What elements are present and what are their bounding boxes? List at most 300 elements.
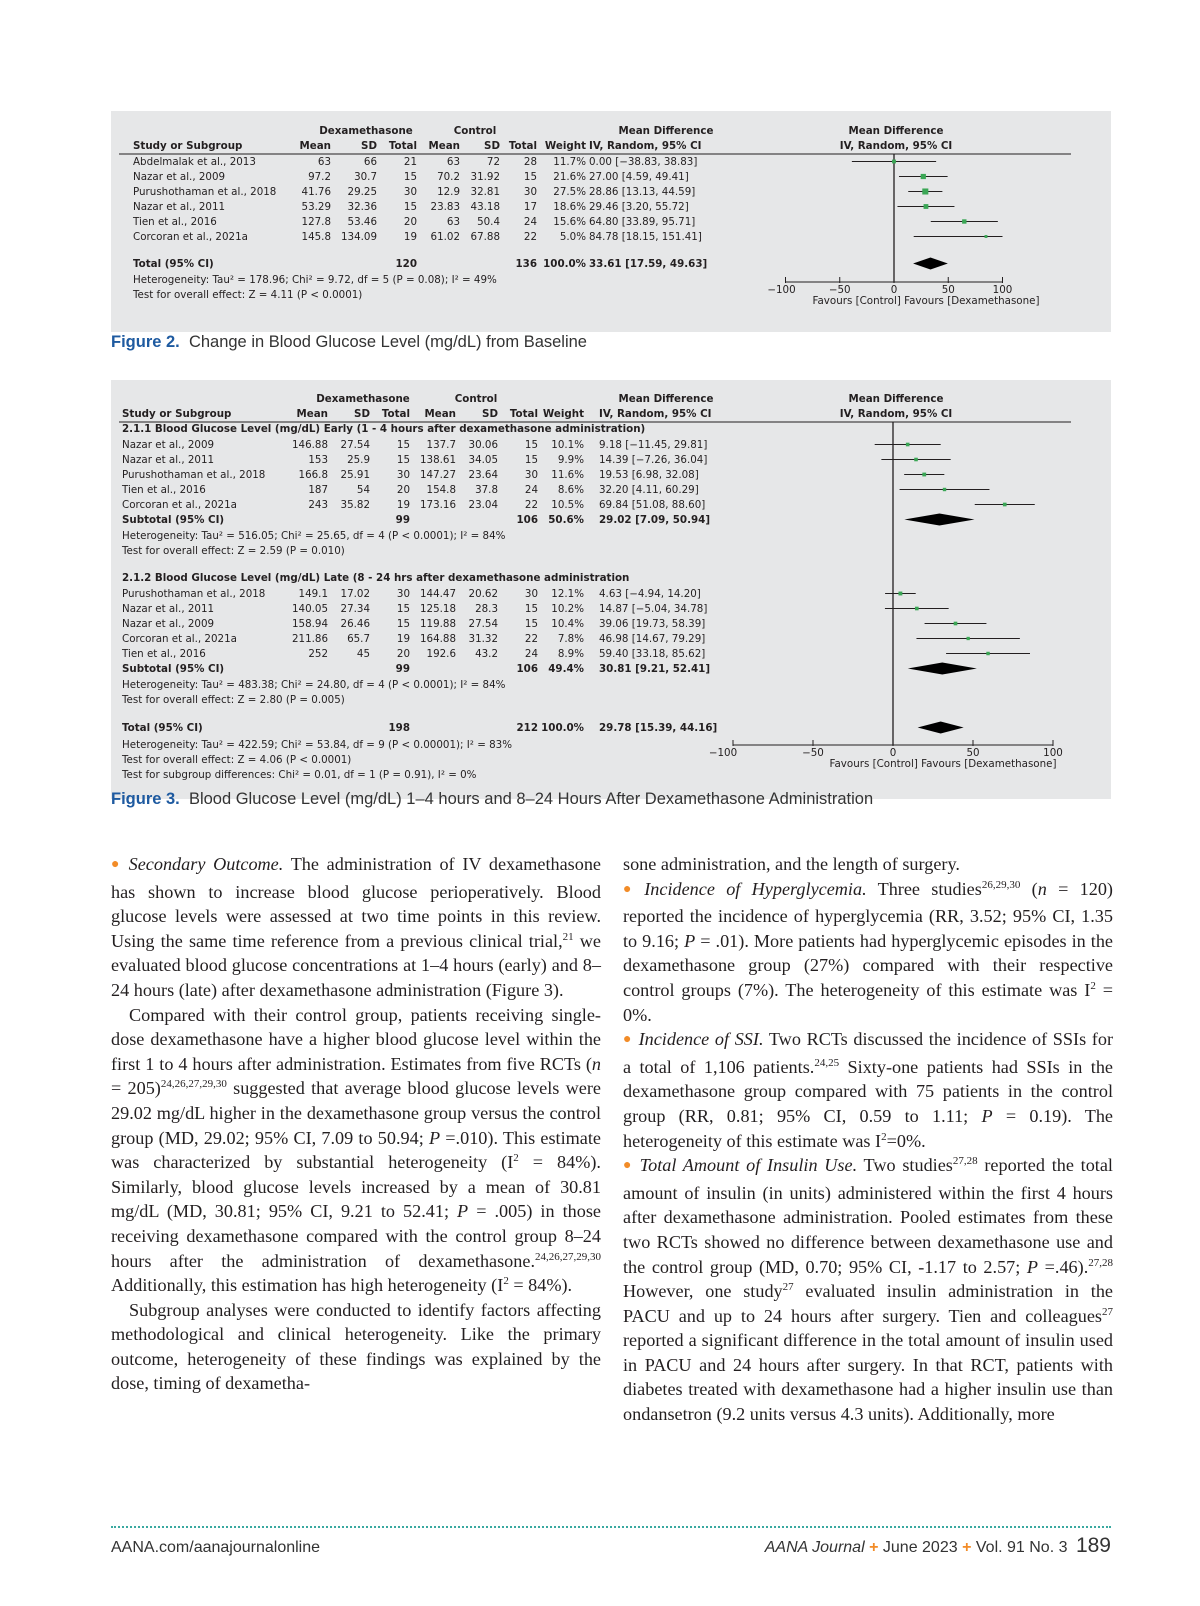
text-run: Compared with their control group, patients receiving single-dose dexamethasone have a higher blood glucose level within the first 1 to 4 hours after administration. Estimates from five RCTs ( [111, 1004, 601, 1074]
study-value: 137.7 [426, 439, 456, 451]
citation: 27 [1102, 1305, 1113, 1318]
study-value: 43.18 [470, 201, 500, 213]
study-value: 19 [396, 499, 410, 511]
study-value: 7.8% [557, 633, 584, 645]
summary-ci: 33.61 [17.59, 49.63] [589, 258, 708, 270]
text-run: = 0%. [623, 979, 1113, 1025]
study-value: 15 [523, 171, 537, 183]
study-value: 45 [356, 648, 370, 660]
study-value: 15 [403, 171, 417, 183]
bullet-icon: ● [623, 881, 639, 897]
study-ci: 4.63 [−4.94, 14.20] [599, 588, 701, 600]
effect-marker [986, 652, 989, 655]
study-value: 15 [524, 454, 538, 466]
study-value: 147.27 [419, 469, 456, 481]
study-value: 53.46 [347, 216, 377, 228]
header-dexamethasone: Dexamethasone [316, 393, 410, 405]
study-value: 67.88 [470, 231, 500, 243]
effect-marker [906, 443, 910, 447]
study-ci: 0.00 [−38.83, 38.83] [589, 156, 698, 168]
summary-total-dex: 198 [388, 722, 410, 734]
paragraph-continuation: sone administration, and the length of surgery. [623, 854, 960, 874]
study-ci: 29.46 [3.20, 55.72] [589, 201, 689, 213]
study-name: Abdelmalak et al., 2013 [133, 156, 256, 168]
run-in-head: Total Amount of Insulin Use. [639, 1155, 858, 1176]
summary-label: Subtotal (95% CI) [122, 514, 225, 526]
study-value: 243 [308, 499, 328, 511]
study-value: 65.7 [347, 633, 370, 645]
total-heterogeneity: Heterogeneity: Tau² = 422.59; Chi² = 53.84, df = 9 (P < 0.00001); I² = 83% [122, 739, 512, 751]
study-name: Purushothaman et al., 2018 [122, 588, 266, 600]
footer-url[interactable]: AANA.com/aanajournalonline [111, 1539, 321, 1556]
figure-3-caption-text: Blood Glucose Level (mg/dL) 1–4 hours and 8–24 Hours After Dexamethasone Administration [188, 790, 874, 808]
study-ci: 14.39 [−7.26, 36.04] [599, 454, 708, 466]
study-ci: 39.06 [19.73, 58.39] [599, 618, 706, 630]
summary-label: Total (95% CI) [133, 258, 214, 270]
run-in-head: Incidence of Hyperglycemia. [644, 878, 867, 899]
study-value: 24 [524, 484, 538, 496]
summary-ci: 29.78 [15.39, 44.16] [599, 722, 718, 734]
summary-label: Subtotal (95% CI) [122, 663, 225, 675]
effect-marker [943, 488, 946, 491]
study-ci: 84.78 [18.15, 151.41] [589, 231, 702, 243]
study-name: Tien et al., 2016 [122, 484, 206, 496]
study-value: 23.83 [430, 201, 460, 213]
study-value: 11.7% [553, 156, 586, 168]
study-ci: 69.84 [51.08, 88.60] [599, 499, 706, 511]
summary-ci: 29.02 [7.09, 50.94] [599, 514, 711, 526]
study-name: Tien et al., 2016 [133, 216, 217, 228]
study-value: 12.9 [437, 186, 460, 198]
figure-3-forest-plot [111, 380, 1111, 799]
summary-weight: 49.4% [548, 663, 584, 675]
summary-total-control: 136 [515, 258, 537, 270]
study-value: 30.06 [468, 439, 498, 451]
study-value: 30.7 [354, 171, 377, 183]
citation: 24,26,27,29,30 [160, 1078, 227, 1091]
footer-divider [111, 1526, 1111, 1528]
paragraph-insulin [623, 1153, 1113, 1427]
study-value: 145.8 [301, 231, 331, 243]
column-header: Weight [542, 408, 584, 420]
tick-label: 100 [992, 284, 1013, 296]
pooled-diamond [913, 258, 948, 270]
study-value: 20 [396, 484, 410, 496]
study-value: 19 [403, 231, 417, 243]
tick-label: −50 [828, 284, 851, 296]
summary-total-control: 106 [516, 663, 538, 675]
text-run: =.46). [1038, 1256, 1089, 1277]
citation: 27 [782, 1281, 794, 1294]
study-value: 23.64 [468, 469, 498, 481]
column-header: SD [484, 140, 500, 152]
study-value: 15 [524, 603, 538, 615]
subgroup-difference-test: Test for subgroup differences: Chi² = 0.01, df = 1 (P = 0.91), I² = 0% [122, 769, 477, 781]
effect-marker [967, 637, 970, 640]
study-value: 24 [524, 648, 538, 660]
study-ci: 14.87 [−5.04, 34.78] [599, 603, 708, 615]
study-value: 50.4 [477, 216, 500, 228]
column-header: SD [482, 408, 498, 420]
summary-total-control: 106 [516, 514, 538, 526]
text-run: = .01). More patients had hyperglycemic episodes in the dexamethasone group (27%) compared with their respective control groups (7%). The heterogeneity of this estimate was I [623, 930, 1114, 1000]
column-header: Study or Subgroup [122, 408, 232, 420]
column-header: Mean [424, 408, 456, 420]
study-name: Purushothaman et al., 2018 [133, 186, 277, 198]
superscript: 2 [1090, 979, 1096, 992]
study-value: 252 [308, 648, 328, 660]
figure-3-caption [111, 790, 873, 809]
study-value: 173.16 [419, 499, 456, 511]
header-mean-difference-plot: Mean Difference [848, 393, 944, 405]
plus-icon: + [869, 1539, 879, 1556]
study-value: 15 [396, 603, 410, 615]
study-value: 30 [403, 186, 417, 198]
study-value: 32.36 [347, 201, 377, 213]
figure-2-svg [111, 111, 1111, 332]
study-ci: 32.20 [4.11, 60.29] [599, 484, 699, 496]
text-run: = 84%). [508, 1275, 573, 1296]
pooled-diamond [918, 722, 964, 734]
study-value: 134.09 [340, 231, 377, 243]
study-value: 119.88 [419, 618, 456, 630]
study-value: 10.5% [551, 499, 584, 511]
paragraph-secondary-outcome [111, 852, 601, 1003]
study-value: 15 [524, 618, 538, 630]
study-value: 22 [523, 231, 537, 243]
text-run: Sixty-one patients had SSIs in the dexamethasone group compared with 75 patients in the control group (RR, 0.81; 95% CI, 0.59 to 1.11; [623, 1056, 1113, 1126]
study-value: 140.05 [291, 603, 328, 615]
column-header: SD [361, 140, 377, 152]
column-header: Study or Subgroup [133, 140, 243, 152]
study-ci: 46.98 [14.67, 79.29] [599, 633, 706, 645]
study-value: 144.47 [419, 588, 456, 600]
study-value: 15 [396, 439, 410, 451]
favours-label: Favours [Control] Favours [Dexamethasone] [829, 758, 1057, 770]
text-run: we evaluated blood glucose concentrations at 1–4 hours (early) and 8–24 hours (late) after dexamethasone administration (Figure 3). [111, 930, 601, 1000]
effect-marker [921, 174, 926, 179]
issue-date: June 2023 [882, 1539, 958, 1556]
text-run: P [1026, 1256, 1039, 1277]
study-value: 66 [363, 156, 377, 168]
column-header: IV, Random, 95% CI [839, 408, 953, 420]
subgroup-1-overall-effect: Test for overall effect: Z = 2.59 (P = 0.010) [122, 545, 345, 557]
study-value: 8.9% [557, 648, 584, 660]
column-header: Total [509, 408, 538, 420]
paragraph-hyperglycemia [623, 877, 1113, 1028]
study-value: 54 [356, 484, 370, 496]
study-value: 15 [524, 439, 538, 451]
study-value: 30 [523, 186, 537, 198]
study-name: Nazar et al., 2009 [133, 171, 226, 183]
study-value: 18.6% [553, 201, 586, 213]
study-value: 27.5% [553, 186, 586, 198]
study-ci: 28.86 [13.13, 44.59] [589, 186, 696, 198]
column-header: Total [508, 140, 537, 152]
study-value: 5.0% [559, 231, 586, 243]
figure-3-svg [111, 380, 1111, 799]
text-run: = 0.19). The heterogeneity of this estimate was I [623, 1105, 1113, 1151]
study-value: 70.2 [437, 171, 460, 183]
study-value: 63 [446, 216, 460, 228]
superscript: 2 [513, 1152, 519, 1165]
study-value: 31.32 [468, 633, 498, 645]
study-value: 146.88 [291, 439, 328, 451]
study-value: 21.6% [553, 171, 586, 183]
pooled-diamond [904, 514, 974, 526]
study-value: 187 [308, 484, 328, 496]
study-ci: 64.80 [33.89, 95.71] [589, 216, 696, 228]
study-value: 27.54 [468, 618, 498, 630]
header-mean-difference: Mean Difference [618, 125, 714, 137]
paragraph-comparison [111, 1003, 601, 1298]
study-name: Nazar et al., 2009 [122, 439, 215, 451]
tick-label: 50 [941, 284, 955, 296]
tick-label: −100 [767, 284, 796, 296]
study-value: 21 [403, 156, 417, 168]
pooled-diamond [908, 663, 977, 675]
study-value: 37.8 [475, 484, 498, 496]
heterogeneity-text: Heterogeneity: Tau² = 178.96; Chi² = 9.72, df = 5 (P = 0.08); I² = 49% [133, 274, 497, 286]
summary-weight: 100.0% [541, 722, 584, 734]
run-in-head: Incidence of SSI. [638, 1029, 764, 1050]
study-value: 20.62 [468, 588, 498, 600]
superscript: 2 [881, 1130, 887, 1143]
study-value: 28 [523, 156, 537, 168]
subgroup-2-title: 2.1.2 Blood Glucose Level (mg/dL) Late (8 - 24 hrs after dexamethasone administration [122, 572, 630, 584]
effect-marker [922, 188, 928, 194]
study-value: 15.6% [553, 216, 586, 228]
study-name: Nazar et al., 2011 [133, 201, 226, 213]
text-run: Two RCTs discussed the incidence of SSIs for a total of 1,106 patients. [623, 1029, 1114, 1077]
footer-journal-info [765, 1534, 1111, 1558]
overall-effect-text: Test for overall effect: Z = 4.11 (P < 0.0001) [133, 289, 363, 301]
paragraph-subgroup: Subgroup analyses were conducted to identify factors affecting methodological and clinical heterogeneity. Like the primary outcome, heterogeneity of these findings was explained by the dose, timing of dexametha- [111, 1299, 601, 1394]
effect-marker [914, 458, 918, 462]
bullet-icon: ● [111, 857, 123, 872]
text-run: Additionally, this estimation has high heterogeneity (I [111, 1275, 504, 1296]
study-value: 29.25 [347, 186, 377, 198]
study-value: 30 [524, 469, 538, 481]
study-value: 53.29 [301, 201, 331, 213]
total-overall-effect: Test for overall effect: Z = 4.06 (P < 0.0001) [122, 754, 352, 766]
effect-marker [924, 204, 929, 209]
citation: 21 [562, 930, 574, 943]
subgroup-2-overall-effect: Test for overall effect: Z = 2.80 (P = 0.005) [122, 694, 345, 706]
study-value: 72 [486, 156, 500, 168]
study-value: 19 [396, 633, 410, 645]
study-value: 17 [523, 201, 537, 213]
study-value: 43.2 [475, 648, 498, 660]
study-value: 158.94 [291, 618, 328, 630]
text-run: evaluated insulin administration in the PACU and up to 24 hours after surgery. Tien and colleagues [623, 1281, 1113, 1326]
summary-weight: 100.0% [543, 258, 586, 270]
text-run: n [1037, 878, 1047, 899]
study-value: 31.92 [470, 171, 500, 183]
volume-number: Vol. 91 No. 3 [975, 1539, 1068, 1556]
study-value: 10.2% [551, 603, 584, 615]
text-run: =0%. [886, 1130, 926, 1151]
column-header: SD [354, 408, 370, 420]
column-header: Weight [544, 140, 586, 152]
study-value: 10.1% [551, 439, 584, 451]
header-mean-difference: Mean Difference [618, 393, 714, 405]
study-value: 17.02 [340, 588, 370, 600]
text-run: Two studies [857, 1155, 953, 1176]
summary-total-dex: 120 [395, 258, 417, 270]
effect-marker [892, 160, 896, 164]
effect-marker [915, 607, 919, 611]
citation: 27,28 [1088, 1256, 1113, 1269]
text-run: However, one study [623, 1281, 783, 1302]
study-value: 153 [308, 454, 328, 466]
column-header: Total [381, 408, 410, 420]
text-run: Three studies [866, 878, 982, 899]
summary-total-dex: 99 [395, 663, 410, 675]
study-ci: 19.53 [6.98, 32.08] [599, 469, 699, 481]
text-run: suggested that average blood glucose levels were 29.02 mg/dL higher in the dexamethasone group versus the control group (MD, 29.02; 95% CI, 7.09 to 50.94; [111, 1078, 601, 1148]
citation: 26,29,30 [981, 878, 1021, 891]
text-run: =.010). This estimate was characterized by substantial heterogeneity (I [111, 1127, 601, 1173]
text-run: = .005) in those receiving dexamethasone compared with the control group 8–24 hours after the administration of dexamethasone. [111, 1201, 601, 1271]
text-run: The administration of IV dexamethasone has shown to increase blood glucose perioperatively. Blood glucose levels were assessed at two time points in this review. Using the same time reference from a previous clinical trial, [111, 854, 601, 951]
effect-marker [954, 622, 958, 626]
column-header: Mean [296, 408, 328, 420]
citation: 27,28 [952, 1155, 978, 1168]
study-value: 61.02 [430, 231, 460, 243]
study-value: 20 [403, 216, 417, 228]
study-value: 164.88 [419, 633, 456, 645]
citation: 24,26,27,29,30 [535, 1250, 601, 1263]
left-column [111, 852, 601, 1396]
study-value: 32.81 [470, 186, 500, 198]
study-value: 12.1% [551, 588, 584, 600]
study-value: 149.1 [298, 588, 328, 600]
effect-marker [898, 592, 902, 596]
study-value: 24 [523, 216, 537, 228]
study-value: 63 [317, 156, 331, 168]
bullet-icon: ● [623, 1158, 634, 1174]
effect-marker [922, 473, 926, 477]
column-header: Mean [428, 140, 460, 152]
study-name: Nazar et al., 2011 [122, 454, 215, 466]
study-name: Corcoran et al., 2021a [122, 633, 237, 645]
column-header: Total [388, 140, 417, 152]
study-value: 28.3 [475, 603, 498, 615]
run-in-head: Secondary Outcome. [128, 854, 284, 874]
summary-label: Total (95% CI) [122, 722, 203, 734]
study-value: 127.8 [301, 216, 331, 228]
summary-total-control: 212 [516, 722, 538, 734]
study-value: 154.8 [426, 484, 456, 496]
paragraph-ssi [623, 1027, 1113, 1153]
header-control: Control [453, 125, 497, 137]
text-run: = 205) [111, 1078, 161, 1099]
study-value: 9.9% [557, 454, 584, 466]
subgroup-1-title: 2.1.1 Blood Glucose Level (mg/dL) Early (1 - 4 hours after dexamethasone administration) [122, 423, 646, 435]
study-name: Corcoran et al., 2021a [122, 499, 237, 511]
study-value: 23.04 [468, 499, 498, 511]
text-run: ( [1020, 878, 1038, 899]
header-dexamethasone: Dexamethasone [319, 125, 413, 137]
study-value: 30 [524, 588, 538, 600]
plus-icon: + [962, 1539, 972, 1556]
study-name: Nazar et al., 2009 [122, 618, 215, 630]
study-value: 30 [396, 469, 410, 481]
text-run: = 120) reported the incidence of hyperglycemia (RR, 3.52; 95% CI, 1.35 to 9.16; [623, 878, 1113, 951]
study-value: 41.76 [301, 186, 331, 198]
subgroup-2-heterogeneity: Heterogeneity: Tau² = 483.38; Chi² = 24.80, df = 4 (P < 0.0001); I² = 84% [122, 679, 506, 691]
study-ci: 27.00 [4.59, 49.41] [589, 171, 689, 183]
study-value: 26.46 [340, 618, 370, 630]
study-value: 15 [396, 454, 410, 466]
tick-label: −100 [708, 747, 738, 759]
study-value: 125.18 [419, 603, 456, 615]
study-value: 8.6% [557, 484, 584, 496]
study-value: 20 [396, 648, 410, 660]
text-run: = 84%). Similarly, blood glucose levels increased by a mean of 30.81 mg/dL (MD, 30.81; 95% CI, 9.21 to 52.41; [111, 1152, 601, 1222]
right-column [623, 852, 1113, 1427]
study-value: 30 [396, 588, 410, 600]
effect-marker [962, 219, 966, 223]
study-name: Tien et al., 2016 [122, 648, 206, 660]
bullet-icon: ● [623, 1032, 633, 1048]
study-value: 15 [403, 201, 417, 213]
figure-2-caption-text: Change in Blood Glucose Level (mg/dL) from Baseline [188, 333, 587, 351]
study-value: 211.86 [291, 633, 328, 645]
study-value: 22 [524, 633, 538, 645]
study-value: 11.6% [551, 469, 584, 481]
figure-2-forest-plot [111, 111, 1111, 332]
figure-2-caption-label: Figure 2. [111, 333, 180, 351]
study-value: 34.05 [468, 454, 498, 466]
study-value: 22 [524, 499, 538, 511]
text-run: P [684, 930, 696, 951]
study-value: 27.54 [340, 439, 370, 451]
study-value: 35.82 [340, 499, 370, 511]
summary-ci: 30.81 [9.21, 52.41] [599, 663, 711, 675]
study-value: 97.2 [308, 171, 331, 183]
header-control: Control [454, 393, 498, 405]
study-name: Corcoran et al., 2021a [133, 231, 248, 243]
column-header: IV, Random, 95% CI [839, 140, 953, 152]
tick-label: 0 [890, 284, 898, 296]
tick-label: 0 [889, 747, 897, 759]
favours-label: Favours [Control] Favours [Dexamethasone] [812, 295, 1040, 307]
study-value: 63 [446, 156, 460, 168]
text-run: P [981, 1105, 993, 1126]
study-value: 138.61 [419, 454, 456, 466]
study-value: 166.8 [298, 469, 328, 481]
citation: 24,25 [814, 1056, 840, 1069]
effect-marker [1003, 503, 1007, 507]
subgroup-1-heterogeneity: Heterogeneity: Tau² = 516.05; Chi² = 25.65, df = 4 (P < 0.0001); I² = 84% [122, 530, 506, 542]
tick-label: 100 [1043, 747, 1063, 759]
study-name: Purushothaman et al., 2018 [122, 469, 266, 481]
study-value: 25.91 [340, 469, 370, 481]
study-value: 192.6 [426, 648, 456, 660]
summary-total-dex: 99 [395, 514, 410, 526]
text-run: reported a significant difference in the total amount of insulin used in PACU and 24 hours after surgery. In that RCT, patients with diabetes treated with dexamethasone had a higher insulin use than ondansetron (9.2 units versus 4.3 units). Additionally, more [623, 1330, 1113, 1425]
text-run: P [457, 1201, 469, 1222]
study-value: 15 [396, 618, 410, 630]
study-ci: 9.18 [−11.45, 29.81] [599, 439, 708, 451]
tick-label: −50 [802, 747, 824, 759]
study-value: 25.9 [347, 454, 370, 466]
column-header: Mean [299, 140, 331, 152]
study-ci: 59.40 [33.18, 85.62] [599, 648, 706, 660]
study-name: Nazar et al., 2011 [122, 603, 215, 615]
